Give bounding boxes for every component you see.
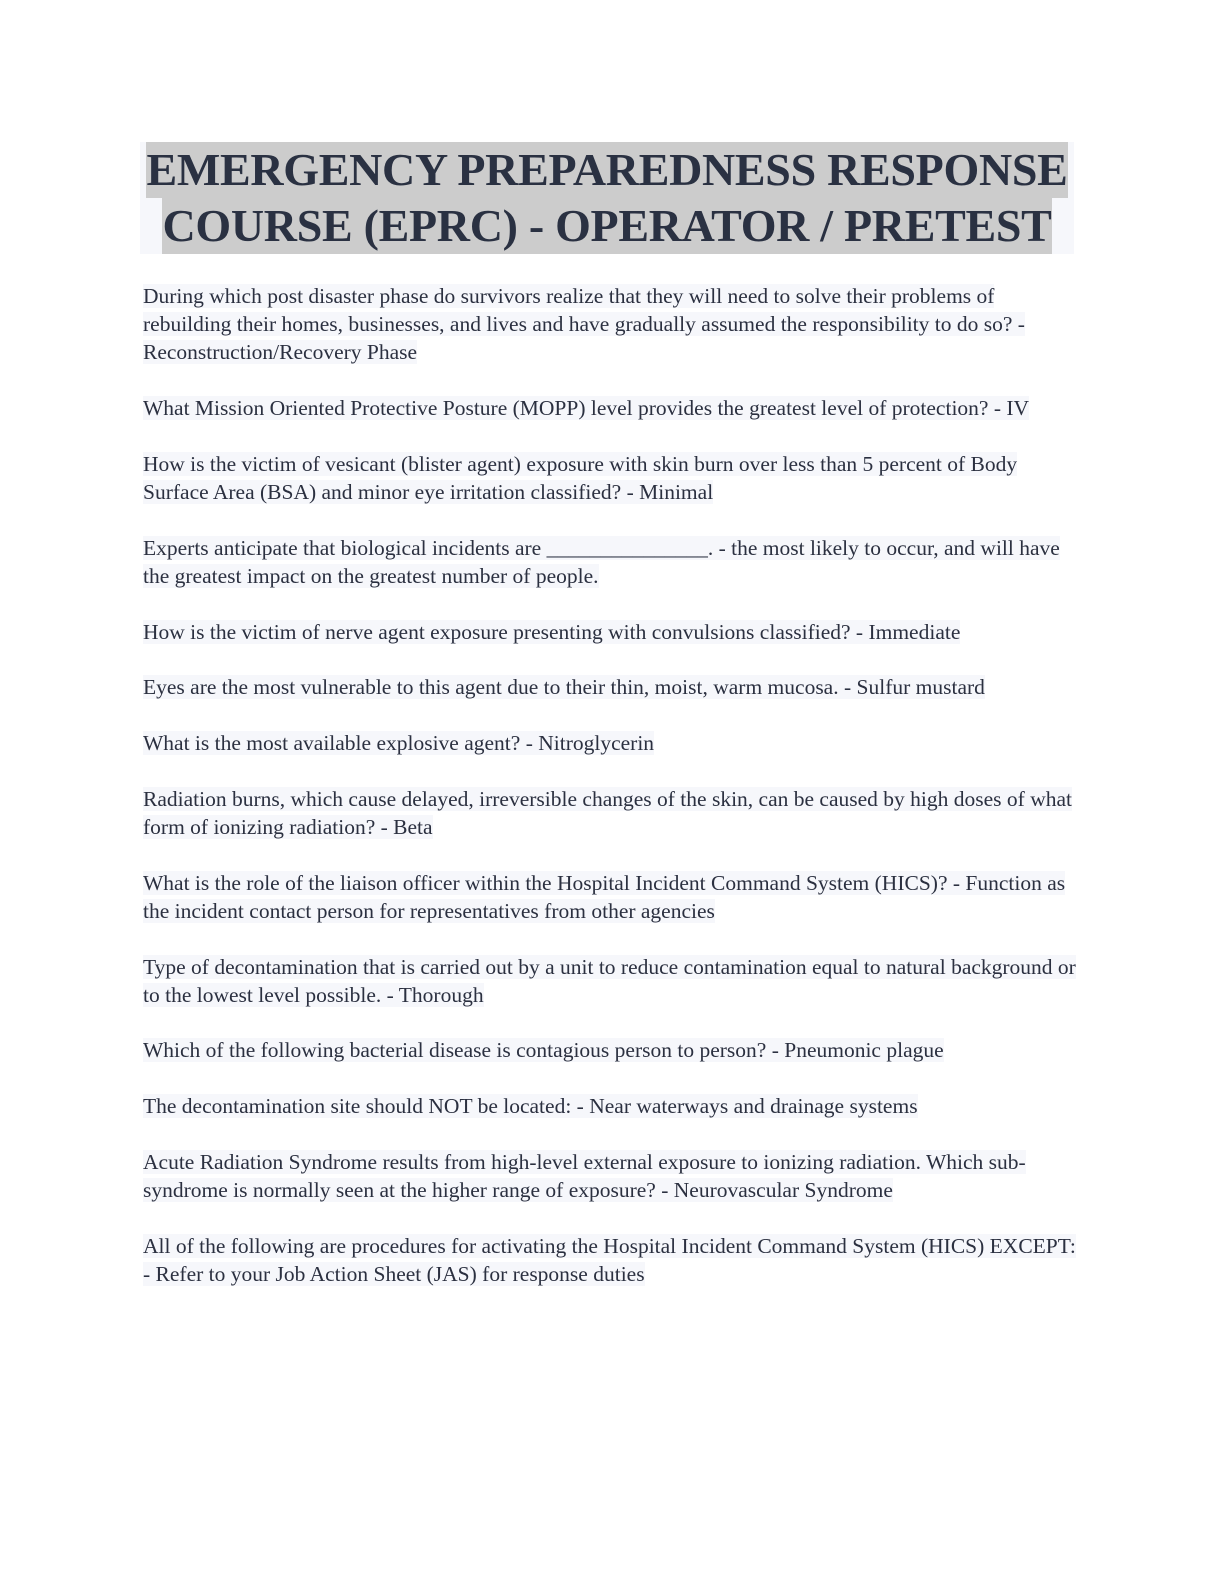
qa-text: The decontamination site should NOT be located: - Near waterways and drainage systems [143,1094,918,1119]
qa-item [143,1232,1078,1288]
qa-text: Acute Radiation Syndrome results from high-level external exposure to ionizing radiation. Which sub-syndrome is normally seen at the higher range of exposure? - Neurovascular Syndrome [143,1149,1026,1203]
qa-item [143,282,1078,367]
qa-text: Eyes are the most vulnerable to this agent due to their thin, moist, warm mucosa. - Sulfur mustard [143,675,985,700]
qa-text: Type of decontamination that is carried out by a unit to reduce contamination equal to natural background or to the lowest level possible. - Thorough [143,954,1076,1007]
qa-text: What is the most available explosive agent? - Nitroglycerin [143,731,655,756]
qa-item [143,1092,1078,1120]
document-title-line-1: EMERGENCY PREPAREDNESS RESPONSE [146,142,1067,198]
qa-item [143,618,1078,646]
qa-text: Radiation burns, which cause delayed, irreversible changes of the skin, can be caused by high doses of what form of ionizing radiation? - Beta [143,786,1072,839]
qa-text: How is the victim of vesicant (blister agent) exposure with skin burn over less than 5 percent of Body Surface Area (BSA) and minor eye irritation classified? - Minimal [143,451,1018,505]
qa-item [143,869,1078,925]
qa-item [143,534,1078,590]
document-title-block [140,142,1074,254]
qa-text: Which of the following bacterial disease is contagious person to person? - Pneumonic plague [143,1038,944,1063]
qa-item [143,785,1078,841]
qa-text: During which post disaster phase do survivors realize that they will need to solve their problems of rebuilding their homes, businesses, and lives and have gradually assumed the responsibility to do so? - Reconstruction/Recovery Phase [143,284,1025,365]
qa-text: What Mission Oriented Protective Posture (MOPP) level provides the greatest level of protection? - IV [143,396,1030,421]
qa-text: How is the victim of nerve agent exposure presenting with convulsions classified? - Immediate [143,619,961,644]
qa-item [143,953,1078,1009]
qa-text: What is the role of the liaison officer within the Hospital Incident Command System (HICS)? - Function as the incident contact person for representatives from other agencies [143,870,1066,923]
qa-item [143,673,1078,701]
qa-item [143,394,1078,422]
qa-item [143,729,1078,757]
document-title-line-2: COURSE (EPRC) - OPERATOR / PRETEST [162,198,1051,254]
question-answer-list [143,282,1078,1316]
qa-text: All of the following are procedures for activating the Hospital Incident Command System (HICS) EXCEPT: - Refer to your Job Action Sheet (JAS) for response duties [143,1233,1076,1286]
qa-item [143,1036,1078,1064]
qa-item [143,1148,1078,1204]
qa-item [143,450,1078,506]
qa-text: Experts anticipate that biological incidents are _______________. - the most likely to occur, and will have the greatest impact on the greatest number of people. [143,535,1060,588]
